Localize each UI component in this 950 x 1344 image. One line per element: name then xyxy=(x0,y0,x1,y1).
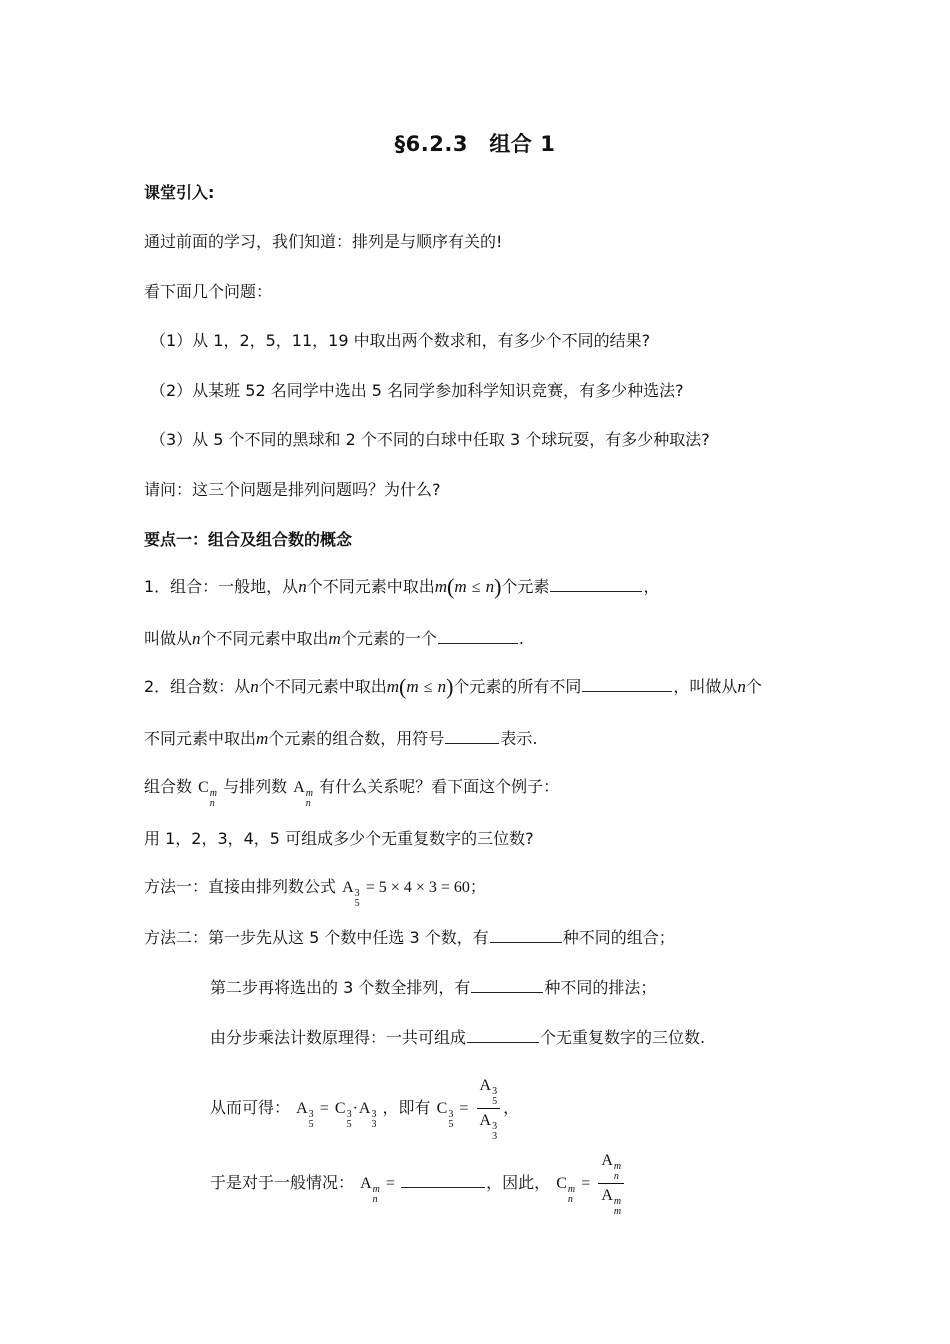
text: 方法一：直接由排列数公式 xyxy=(144,877,337,896)
var-n: n xyxy=(485,577,495,596)
equals-sign: = xyxy=(386,1175,396,1192)
text: 不同元素中取出 xyxy=(144,729,257,748)
text: . xyxy=(518,629,524,648)
page-title: §6.2.3 组合 1 xyxy=(394,132,556,156)
method-2-step-2 xyxy=(210,977,656,999)
text: 个不同元素中取出 xyxy=(306,577,435,596)
definition-1-line-2 xyxy=(144,628,524,650)
text: 叫做从 xyxy=(144,629,193,648)
paren-left: ( xyxy=(446,574,455,599)
text: 方法二：第一步先从这 5 个数中任选 3 个数，有 xyxy=(144,928,489,947)
combination-symbol: C m n xyxy=(198,779,218,809)
text: 1．组合：一般地，从 xyxy=(144,577,299,596)
fill-blank[interactable] xyxy=(471,978,543,993)
var-m: m xyxy=(328,629,341,648)
derivation-line xyxy=(210,1075,519,1142)
method-1 xyxy=(144,876,486,909)
intro-line-2: 看下面几个问题： xyxy=(144,282,273,301)
le-sign: ≤ xyxy=(423,679,433,696)
var-n: n xyxy=(298,577,307,596)
text: 个 xyxy=(745,677,762,696)
text: 个元素的所有不同 xyxy=(453,677,582,696)
text: 个不同元素中取出 xyxy=(200,629,329,648)
paren-right: ) xyxy=(446,674,454,699)
combination-c53: C 3 5 xyxy=(334,1100,352,1130)
permutation-symbol: A m n xyxy=(293,779,314,809)
method-2-step-1 xyxy=(144,927,675,949)
question-ask: 请问：这三个问题是排列问题吗？为什么? xyxy=(144,480,441,499)
text: ， xyxy=(503,1098,520,1117)
question-3: （3）从 5 个不同的黑球和 2 个不同的白球中任取 3 个球玩耍，有多少种取法? xyxy=(150,430,710,449)
definition-2-line-2 xyxy=(144,728,537,750)
intro-heading: 课堂引入: xyxy=(144,183,215,202)
fill-blank[interactable] xyxy=(445,729,499,744)
text: 个元素的一个 xyxy=(340,629,437,648)
text: ，即有 xyxy=(382,1098,431,1117)
var-m: m xyxy=(386,677,399,696)
example-question: 用 1，2，3，4，5 可组成多少个无重复数字的三位数? xyxy=(144,829,534,848)
le-sign: ≤ xyxy=(471,579,481,596)
text: 种不同的组合； xyxy=(562,928,675,947)
general-line xyxy=(210,1150,627,1217)
text: 个元素的组合数，用符号 xyxy=(268,729,445,748)
var-m: m xyxy=(434,577,447,596)
dot-sign: · xyxy=(352,1100,358,1117)
var-n: n xyxy=(437,677,447,696)
combination-c53: C 3 5 xyxy=(436,1100,454,1130)
text: 于是对于一般情况： xyxy=(210,1173,355,1192)
fill-blank[interactable] xyxy=(582,677,672,692)
text: 组合数 xyxy=(144,777,193,796)
intro-line-1: 通过前面的学习，我们知道：排列是与顺序有关的! xyxy=(144,232,503,251)
var-n: n xyxy=(192,629,201,648)
text: 与排列数 xyxy=(223,777,288,796)
var-m: m xyxy=(454,577,467,596)
text: 个不同元素中取出 xyxy=(258,677,387,696)
fraction-a53-over-a33 xyxy=(477,1075,501,1142)
text: ； xyxy=(469,877,486,896)
question-2: （2）从某班 52 名同学中选出 5 名同学参加科学知识竞赛，有多少种选法? xyxy=(150,381,684,400)
equals-sign: = xyxy=(319,1100,329,1117)
text: 2．组合数：从 xyxy=(144,677,251,696)
var-m: m xyxy=(406,677,419,696)
combination-symbol: C m n xyxy=(556,1175,576,1205)
definition-1-line-1 xyxy=(144,576,659,599)
fill-blank[interactable] xyxy=(490,928,562,943)
paren-left: ( xyxy=(398,674,407,699)
permutation-a33: A 3 3 xyxy=(358,1100,377,1130)
text: 种不同的排法； xyxy=(544,978,657,997)
paren-right: ) xyxy=(494,574,502,599)
question-1: （1）从 1，2，5，11，19 中取出两个数求和，有多少个不同的结果? xyxy=(150,331,651,350)
point1-heading: 要点一：组合及组合数的概念 xyxy=(144,530,353,549)
var-n: n xyxy=(737,677,746,696)
text: ，因此， xyxy=(486,1173,551,1192)
permutation-a53: A 3 5 xyxy=(479,1077,498,1107)
permutation-symbol: A m n xyxy=(360,1175,380,1205)
method-1-expression: = 5 × 4 × 3 = 60 xyxy=(365,879,470,896)
text: ，叫做从 xyxy=(673,677,738,696)
fraction-anm-over-amm xyxy=(598,1150,624,1217)
var-m: m xyxy=(256,729,269,748)
definition-2-line-1 xyxy=(144,676,762,699)
text: 有什么关系呢？看下面这个例子： xyxy=(319,777,560,796)
text: 由分步乘法计数原理得：一共可组成 xyxy=(210,1028,467,1047)
permutation-a33: A 3 3 xyxy=(479,1112,498,1142)
text: 从而可得： xyxy=(210,1098,291,1117)
equals-sign: = xyxy=(459,1100,469,1117)
text: ， xyxy=(643,577,660,596)
fill-blank[interactable] xyxy=(401,1173,485,1188)
permutation-symbol: A m m xyxy=(601,1187,622,1217)
method-2-step-3 xyxy=(210,1027,705,1049)
fill-blank[interactable] xyxy=(550,577,642,592)
relation-question xyxy=(144,776,559,809)
text: 表示. xyxy=(500,729,538,748)
permutation-a53: A 3 5 xyxy=(296,1100,314,1130)
text: 个元素 xyxy=(501,577,550,596)
permutation-symbol: A m n xyxy=(601,1152,622,1182)
equals-sign: = xyxy=(581,1175,591,1192)
text: 第二步再将选出的 3 个数全排列，有 xyxy=(210,978,471,997)
fill-blank[interactable] xyxy=(467,1028,539,1043)
permutation-a53: A 3 5 xyxy=(342,879,360,909)
var-n: n xyxy=(250,677,259,696)
fill-blank[interactable] xyxy=(438,629,518,644)
text: 个无重复数字的三位数. xyxy=(540,1028,706,1047)
